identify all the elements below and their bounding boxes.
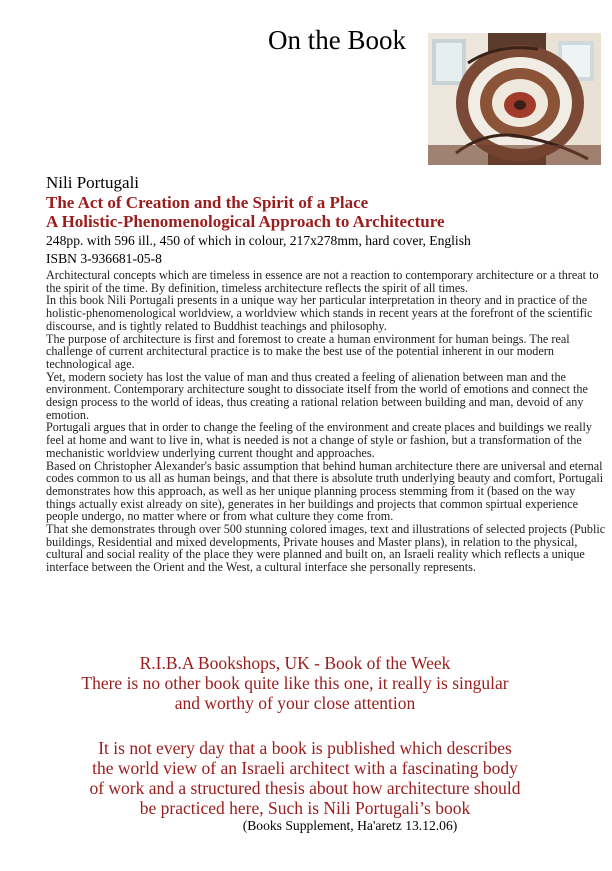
review-line: R.I.B.A Bookshops, UK - Book of the Week (139, 653, 451, 673)
book-specs: 248pp. with 596 ill., 450 of which in colour, 217x278mm, hard cover, English (46, 233, 471, 248)
description-paragraph: Yet, modern society has lost the value of man and thus created a feeling of alienation between man and the environment. Contemporary architecture sought to dissociate itself from the world of emotions and connect the design process to the world of ideas, thus creating a rational relation between building and man, devoid of any emotion. (46, 369, 588, 422)
review-line: There is no other book quite like this one, it really is singular (81, 673, 509, 693)
description-paragraph: The purpose of architecture is first and foremost to create a human environment for human beings. The real challenge of current architectural practice is to make the best use of the potential inherent in our modern technological age. (46, 331, 570, 371)
book-subtitle: A Holistic-Phenomenological Approach to Architecture (46, 212, 445, 231)
review-line: of work and a structured thesis about how architecture should (89, 778, 521, 798)
book-description (46, 269, 606, 574)
riba-review (40, 653, 550, 713)
description-paragraph: That she demonstrates through over 500 stunning colored images, text and illustrations of selected projects (Public buildings, Residential and mixed developments, Private houses and Master plans), in relation to the physical, cultural and social reality of the place they were planned and built on, an Israeli reality which reflects a unique interface between the Orient and the West, a cultural interface she personally represents. (46, 522, 606, 575)
book-title: The Act of Creation and the Spirit of a Place (46, 193, 369, 212)
review-line: the world view of an Israeli architect with a fascinating body (92, 758, 518, 778)
description-paragraph: Portugali argues that in order to change the feeling of the environment and create places and buildings we really feel at home and want to live in, what is needed is not a change of style or fashion, but a transformation of the mechanistic worldview underlying current thought and approaches. (46, 420, 592, 460)
description-paragraph: Architectural concepts which are timeless in essence are not a reaction to contemporary architecture or a threat to the spirit of the time. By definition, timeless architecture reflects the spirit of all times. (46, 268, 599, 295)
review-line: and worthy of your close attention (174, 693, 416, 713)
description-paragraph: Based on Christopher Alexander's basic assumption that behind human architecture there are universal and eternal codes common to us all as human beings, and that there is absolute truth underlying beauty and comfort, Portugali demonstrates how this approach, as well as her unique planning process stemming from it (based on the way things actually exist already on site), generates in her buildings and projects that common spirtual experience people undergo, no matter where or from what culture they come from. (46, 458, 604, 524)
page-title: On the Book (268, 25, 406, 55)
book-isbn: ISBN 3-936681-05-8 (46, 251, 162, 266)
book-author: Nili Portugali (46, 173, 140, 192)
review-source: (Books Supplement, Ha'aretz 13.12.06) (242, 818, 458, 833)
haaretz-review (50, 738, 560, 818)
staircase-photo (428, 33, 601, 165)
review-line: It is not every day that a book is published which describes (98, 738, 512, 758)
description-paragraph: In this book Nili Portugali presents in a unique way her particular interpretation in theory and in practice of the holistic-phenomenological worldview, a worldview which stands in recent years at the forefront of the scientific discourse, and is tightly related to Buddhist teachings and philosophy. (46, 293, 593, 333)
review-line: be practiced here, Such is Nili Portugali’s book (139, 798, 471, 818)
